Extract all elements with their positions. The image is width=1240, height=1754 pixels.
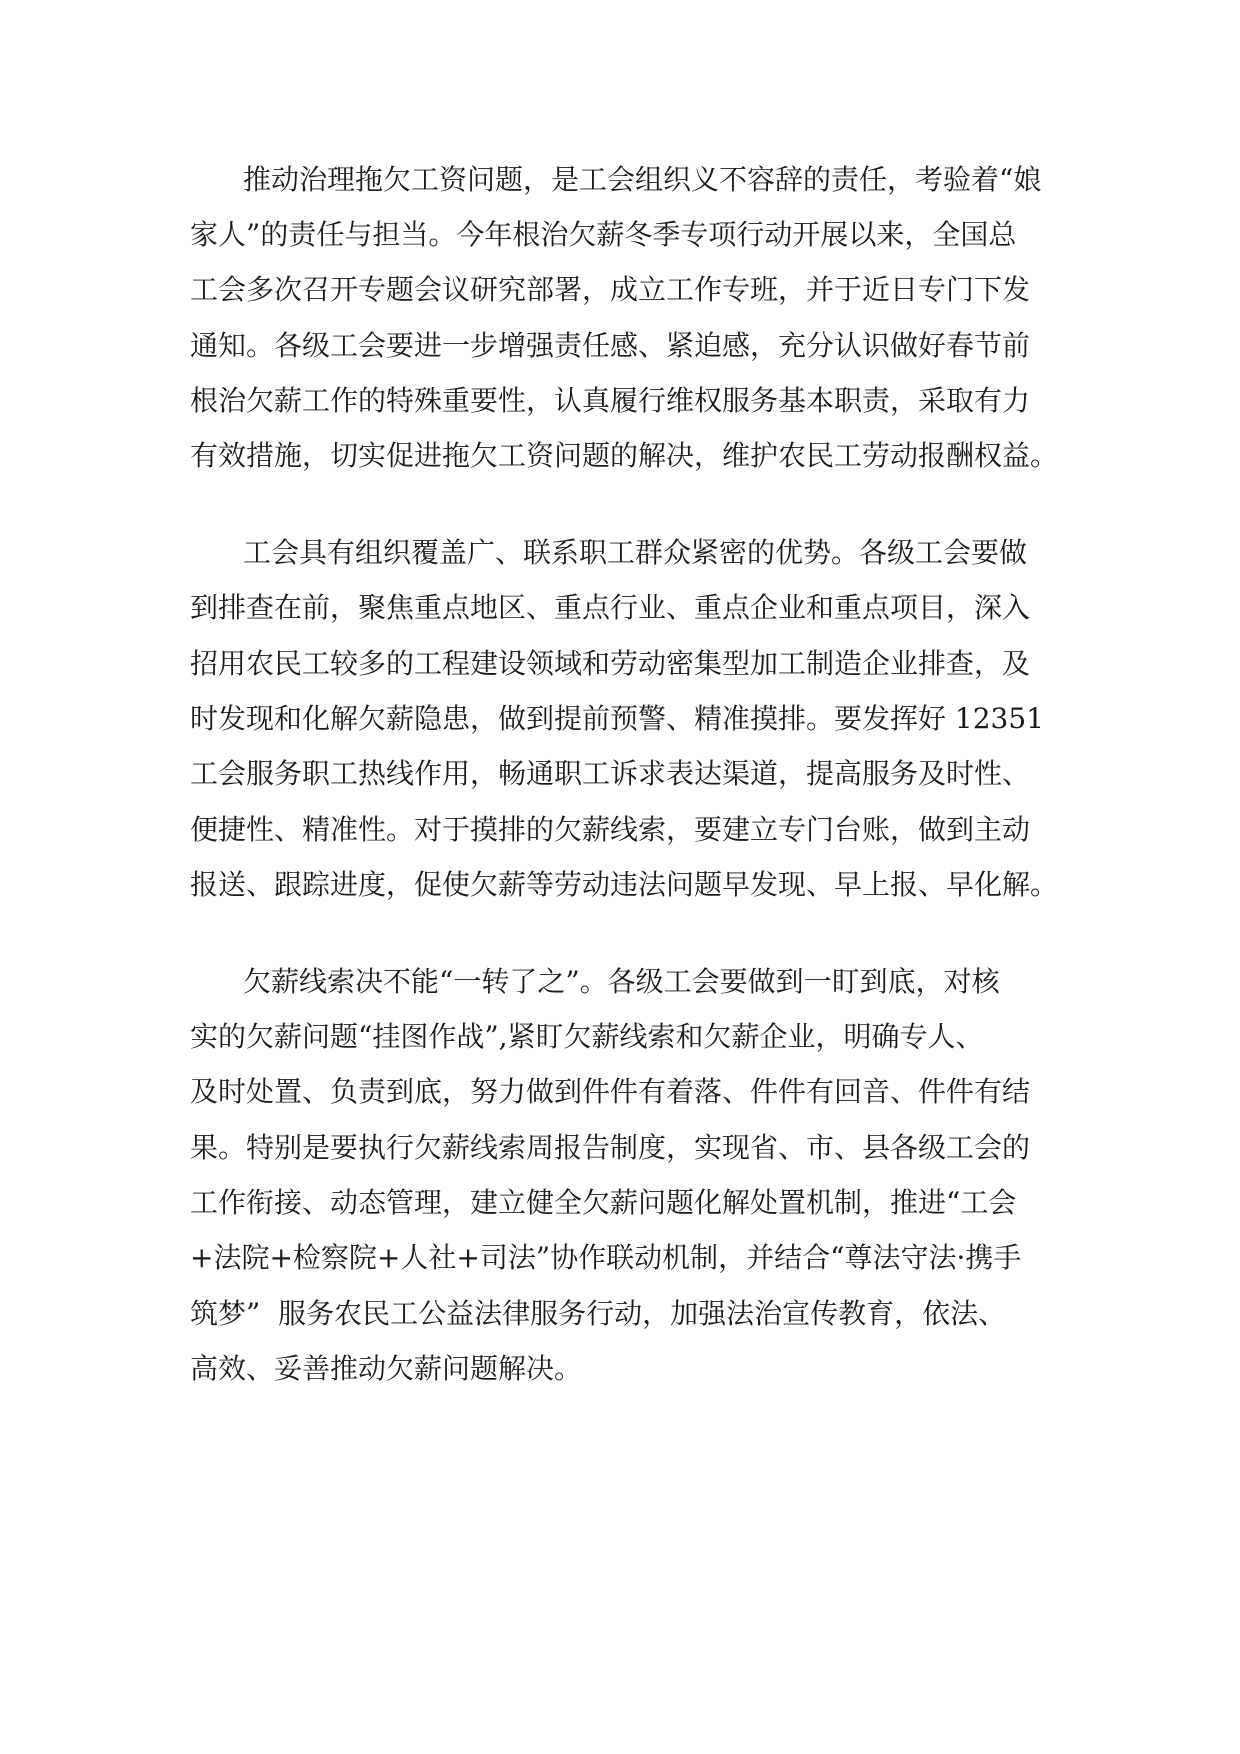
line-text: 到排查在前，聚焦重点地区、重点行业、重点企业和重点项目，深入: [190, 591, 1031, 624]
paragraph-line: [0, 696, 1240, 742]
paragraph-line: [0, 751, 1240, 797]
paragraph-line: [0, 862, 1240, 908]
paragraph-line: [0, 378, 1240, 424]
line-text: 果。特别是要执行欠薪线索周报告制度，实现省、市、县各级工会的: [190, 1131, 1031, 1164]
paragraph-line: [0, 433, 1240, 479]
line-text: 及时处置、负责到底，努力做到件件有着落、件件有回音、件件有结: [190, 1075, 1031, 1108]
paragraph-line: [0, 1125, 1240, 1171]
paragraph-line: [0, 212, 1240, 258]
line-text: +法院+检察院+人社+司法”协作联动机制，并结合“尊法守法·携手: [190, 1241, 1022, 1274]
paragraph-line: [0, 323, 1240, 369]
line-text: 欠薪线索决不能“一转了之”。各级工会要做到一盯到底，对核: [243, 965, 1000, 998]
paragraph-line: [0, 157, 1240, 203]
line-text: 根治欠薪工作的特殊重要性，认真履行维权服务基本职责，采取有力: [190, 384, 1031, 417]
line-text: 便捷性、精准性。对于摸排的欠薪线索，要建立专门台账，做到主动: [190, 813, 1031, 846]
line-text: 招用农民工较多的工程建设领域和劳动密集型加工制造企业排查，及: [190, 647, 1031, 680]
line-text: 实的欠薪问题“挂图作战”,紧盯欠薪线索和欠薪企业，明确专人、: [190, 1020, 984, 1053]
line-text: 高效、妥善推动欠薪问题解决。: [190, 1352, 583, 1385]
paragraph-line: [0, 641, 1240, 687]
paragraph-line: [0, 1291, 1240, 1337]
line-text: 工会具有组织覆盖广、联系职工群众紧密的优势。各级工会要做: [243, 536, 1028, 569]
paragraph-line: [0, 530, 1240, 576]
line-text: 有效措施，切实促进拖欠工资问题的解决，维护农民工劳动报酬权益。: [190, 439, 1059, 472]
line-text: 工作衔接、动态管理，建立健全欠薪问题化解处置机制，推进“工会: [190, 1186, 1017, 1219]
paragraph-line: [0, 1346, 1240, 1392]
paragraph-line: [0, 1235, 1240, 1281]
paragraph-line: [0, 585, 1240, 631]
paragraph-line: [0, 1180, 1240, 1226]
line-text: 家人”的责任与担当。今年根治欠薪冬季专项行动开展以来，全国总: [190, 218, 1017, 251]
line-text: 时发现和化解欠薪隐患，做到提前预警、精准摸排。要发挥好 12351: [190, 702, 1044, 735]
paragraph-line: [0, 807, 1240, 853]
paragraph-line: [0, 1069, 1240, 1115]
line-text: 筑梦” 服务农民工公益法律服务行动，加强法治宣传教育，依法、: [190, 1297, 1007, 1330]
paragraph-line: [0, 1014, 1240, 1060]
paragraph-line: [0, 959, 1240, 1005]
line-text: 工会多次召开专题会议研究部署，成立工作专班，并于近日专门下发: [190, 273, 1031, 306]
paragraph-line: [0, 267, 1240, 313]
line-text: 推动治理拖欠工资问题，是工会组织义不容辞的责任，考验着“娘: [243, 163, 1042, 196]
line-text: 工会服务职工热线作用，畅通职工诉求表达渠道，提高服务及时性、: [190, 757, 1031, 790]
line-text: 报送、跟踪进度，促使欠薪等劳动违法问题早发现、早上报、早化解。: [190, 868, 1059, 901]
line-text: 通知。各级工会要进一步增强责任感、紧迫感，充分认识做好春节前: [190, 329, 1031, 362]
